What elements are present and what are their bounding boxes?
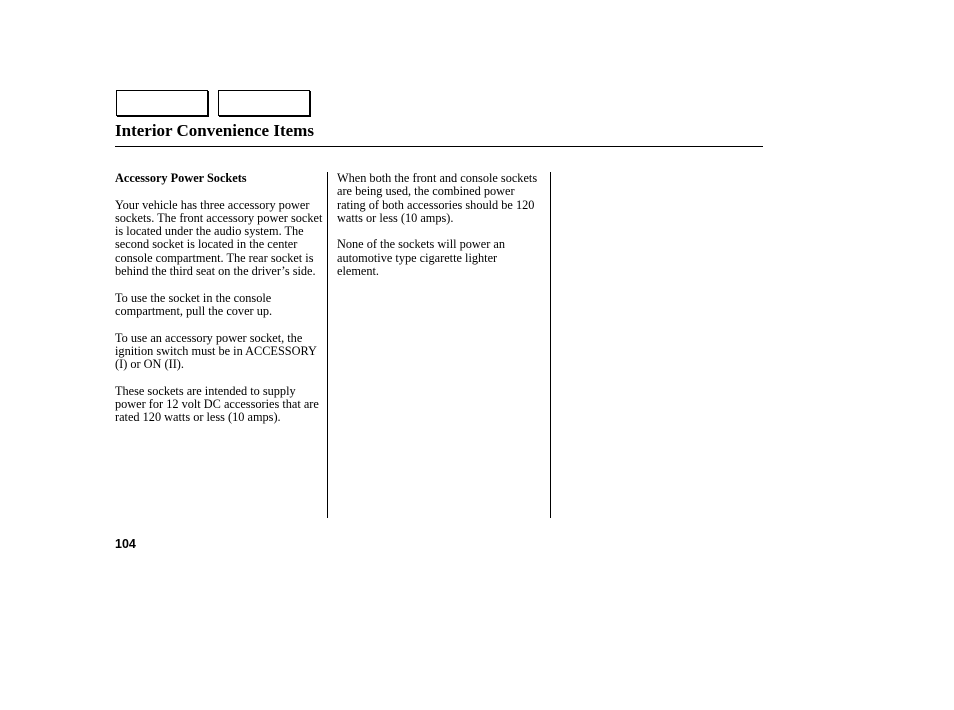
title-divider xyxy=(115,146,763,147)
nav-box-main-menu[interactable] xyxy=(116,90,208,116)
page-title: Interior Convenience Items xyxy=(115,121,314,140)
column-divider xyxy=(550,172,551,518)
paragraph-intro: Your vehicle has three accessory power sockets. The front accessory power socket is located under the audio system. The second socket is located in the center console compartment. The rear socket is behind the third seat on the driver’s side. xyxy=(115,197,323,279)
page-number: 104 xyxy=(115,537,136,551)
paragraph-ignition: To use an accessory power socket, the ignition switch must be in ACCESSORY (I) or ON (II). xyxy=(115,330,317,372)
column-divider xyxy=(327,172,328,518)
text-column-2 xyxy=(337,172,542,292)
paragraph-console-cover: To use the socket in the console compartment, pull the cover up. xyxy=(115,290,273,318)
nav-box-index[interactable] xyxy=(218,90,310,116)
section-heading: Accessory Power Sockets xyxy=(115,171,247,185)
text-column-1 xyxy=(115,172,325,438)
paragraph-combined-rating: When both the front and console sockets are being used, the combined power rating of both accessories should be 120 watts or less (10 amps). xyxy=(337,171,538,225)
paragraph-lighter-warning: None of the sockets will power an automotive type cigarette lighter element. xyxy=(337,237,506,279)
paragraph-rating: These sockets are intended to supply power for 12 volt DC accessories that are rated 120 watts or less (10 amps). xyxy=(115,383,319,425)
